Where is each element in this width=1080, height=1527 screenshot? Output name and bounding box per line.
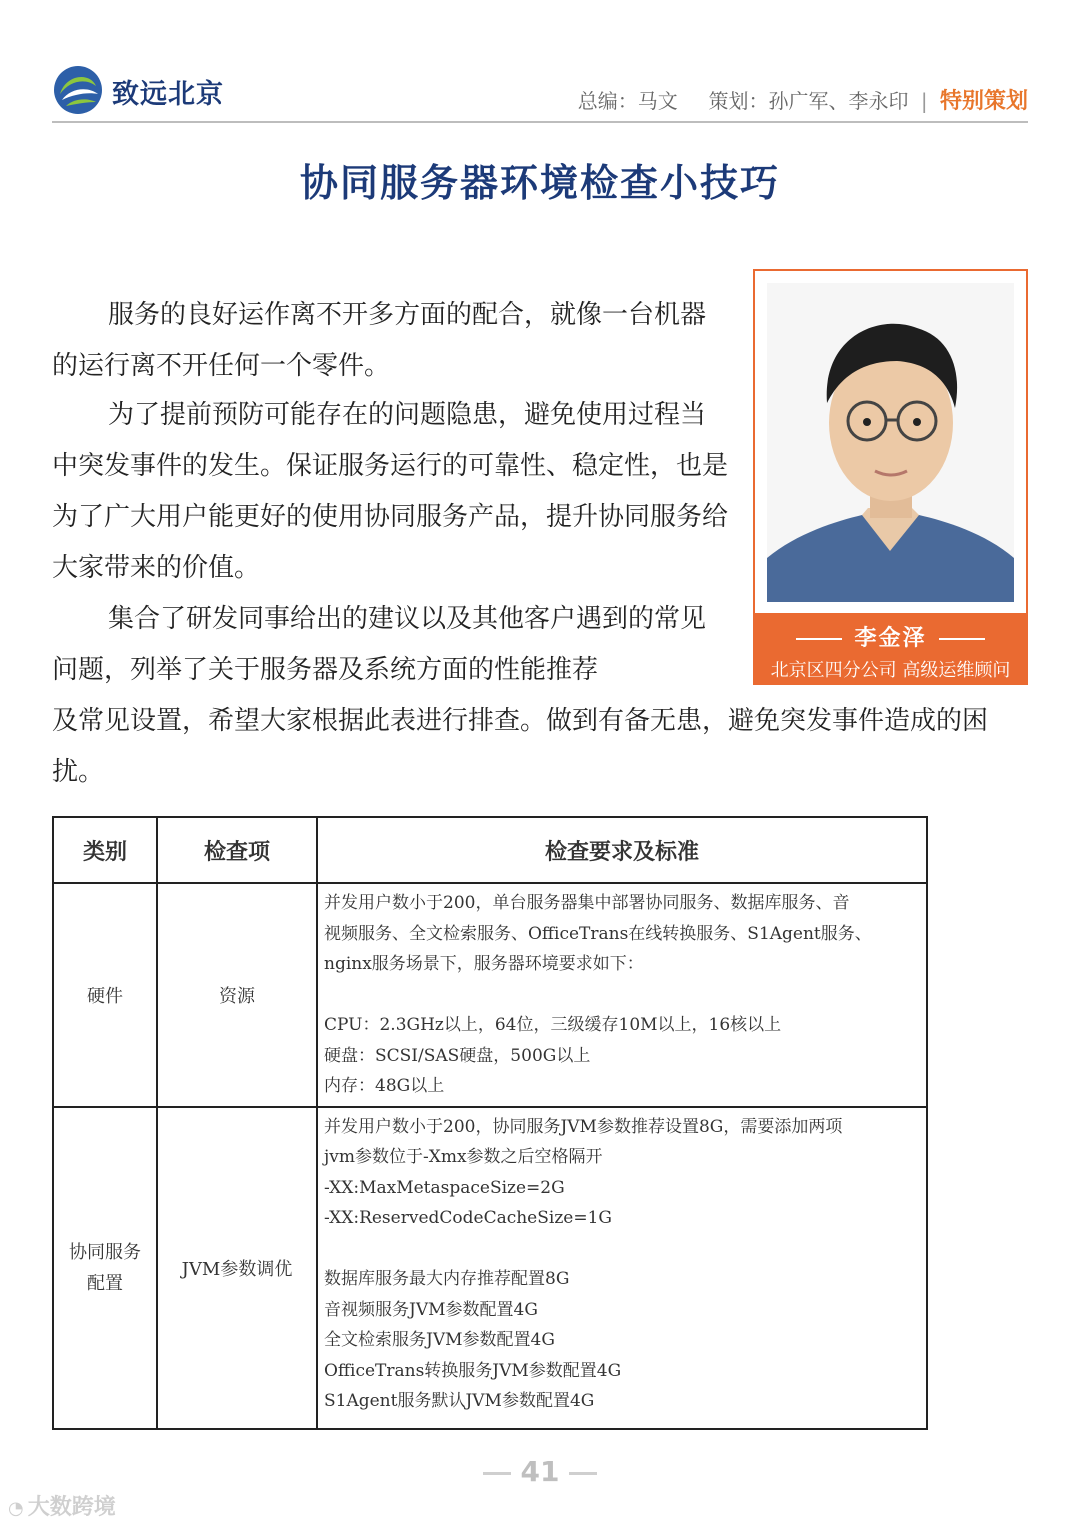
standard-line: nginx服务场景下，服务器环境要求如下： [324, 954, 644, 974]
author-name: 李金泽 [854, 626, 927, 651]
standard-line: jvm参数位于-Xmx参数之后空格隔开 [324, 1147, 603, 1167]
paragraph-2: 为了提前预防可能存在的问题隐患，避免使用过程当中突发事件的发生。保证服务运行的可靠性、稳定性，也是为了广大用户能更好的使用协同服务产品，提升协同服务给大家带来的价值。 [52, 400, 729, 583]
dash-left [483, 1472, 511, 1475]
editor-credit: 总编：马文 [577, 89, 678, 113]
standard-line: 数据库服务最大内存推荐配置8G [324, 1269, 570, 1289]
table-header-row [53, 817, 927, 883]
dash-right [569, 1472, 597, 1475]
blank-line [324, 980, 920, 1011]
divider: | [920, 89, 928, 113]
row-category: 硬件 [53, 883, 157, 1107]
author-caption [755, 613, 1026, 683]
standard-line: CPU：2.3GHz以上，64位，三级缓存10M以上，16核以上 [324, 1015, 782, 1035]
standard-line: 音视频服务JVM参数配置4G [324, 1299, 538, 1320]
row-standard [317, 883, 927, 1107]
author-photo [767, 283, 1014, 602]
page-header [52, 60, 1028, 120]
paragraph-1: 服务的良好运作离不开多方面的配合，就像一台机器的运行离不开任何一个零件。 [52, 300, 707, 381]
standard-line: 视频服务、全文检索服务、OfficeTrans在线转换服务、S1Agent服务、 [324, 923, 872, 944]
row-category [53, 1107, 157, 1429]
watermark-text: 大数跨境 [27, 1495, 116, 1520]
watermark [8, 1490, 116, 1521]
planner-credit: 策划：孙广军、李永印 [708, 89, 909, 113]
blank-line [324, 1234, 920, 1265]
dash-left [796, 638, 842, 640]
credits [578, 84, 1028, 115]
standard-line: 内存：48G以上 [324, 1076, 445, 1096]
standard-line: 全文检索服务JVM参数配置4G [324, 1330, 555, 1350]
header-item: 检查项 [157, 817, 317, 883]
standard-line: S1Agent服务默认JVM参数配置4G [324, 1391, 595, 1411]
paragraph-3: 集合了研发同事给出的建议以及其他客户遇到的常见问题，列举了关于服务器及系统方面的性能推荐 [52, 604, 707, 685]
zhiyuan-logo-icon [52, 64, 104, 116]
standard-line: 并发用户数小于200，单台服务器集中部署协同服务、数据库服务、音 [324, 893, 850, 913]
table-row [53, 1107, 927, 1429]
author-role: 北京区四分公司 高级运维顾问 [770, 660, 1011, 681]
dash-right [939, 638, 985, 640]
paragraph-3-continued: 及常见设置，希望大家根据此表进行排查。做到有备无患，避免突发事件造成的困扰。 [52, 706, 989, 787]
author-card [753, 269, 1028, 685]
page-number-text: 41 [520, 1455, 560, 1488]
check-table [52, 816, 928, 1430]
brand-name: 致远北京 [112, 79, 224, 110]
standard-line: -XX:ReservedCodeCacheSize=1G [324, 1208, 612, 1228]
row-item: 资源 [157, 883, 317, 1107]
row-item: JVM参数调优 [157, 1107, 317, 1429]
header-category: 类别 [53, 817, 157, 883]
article-title: 协同服务器环境检查小技巧 [299, 161, 780, 205]
standard-line: 并发用户数小于200，协同服务JVM参数推荐设置8G，需要添加两项 [324, 1116, 843, 1137]
table-row [53, 883, 927, 1107]
header-rule [52, 121, 1028, 123]
weibo-icon: ◔ [8, 1498, 24, 1519]
standard-line: -XX:MaxMetaspaceSize=2G [324, 1177, 565, 1198]
standard-line: 硬盘：SCSI/SAS硬盘，500G以上 [324, 1045, 591, 1066]
page-number [0, 1455, 1080, 1488]
category-text: 协同服务配置 [69, 1241, 141, 1294]
section-label: 特别策划 [939, 89, 1028, 114]
header-standard: 检查要求及标准 [317, 817, 927, 883]
row-standard [317, 1107, 927, 1429]
standard-line: OfficeTrans转换服务JVM参数配置4G [324, 1360, 622, 1381]
